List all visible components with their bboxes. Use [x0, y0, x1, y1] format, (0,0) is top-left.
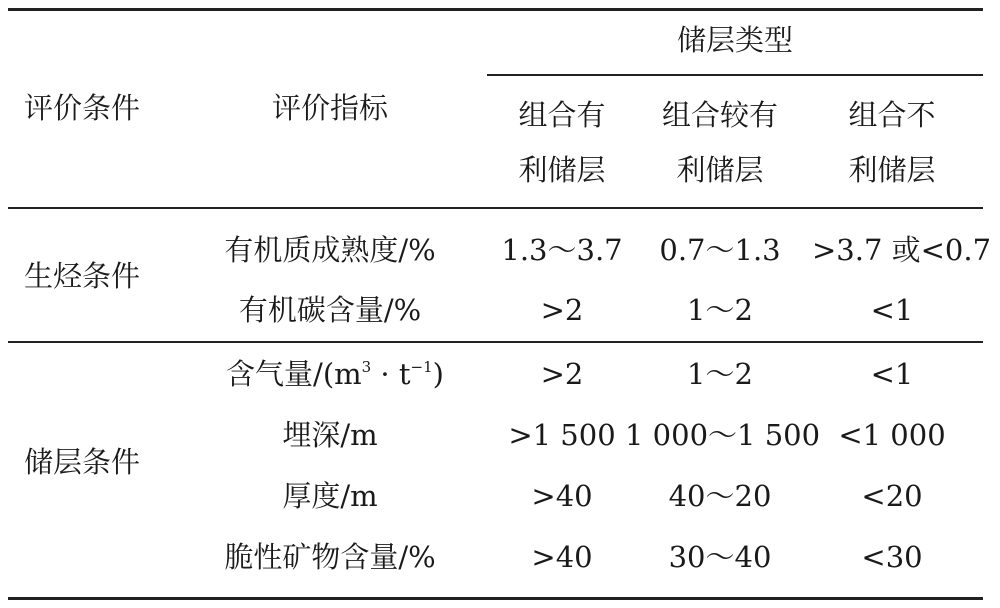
- value-cell: 40～20: [668, 479, 772, 513]
- indicator-brittle-mineral: 脆性矿物含量/%: [224, 540, 436, 574]
- value-cell: 1～2: [687, 357, 753, 391]
- header-type-favorable-line2: 利储层: [518, 153, 606, 187]
- header-rule: [8, 207, 983, 209]
- value-cell: 30～40: [668, 540, 772, 574]
- value-cell: 1.3～3.7: [501, 233, 623, 267]
- value-cell: 1～2: [687, 293, 753, 327]
- condition-hydrocarbon-generation: 生烃条件: [24, 259, 141, 293]
- value-cell: >1 500: [508, 418, 616, 452]
- header-type-unfavorable-line1: 组合不: [848, 98, 936, 132]
- value-cell: >40: [531, 540, 593, 574]
- value-cell: 0.7～1.3: [659, 233, 781, 267]
- header-type-relatively-favorable-line1: 组合较有: [661, 98, 778, 132]
- group-divider-rule: [8, 341, 983, 343]
- header-evaluation-indicator: 评价指标: [271, 91, 388, 125]
- header-type-relatively-favorable-line2: 利储层: [676, 153, 764, 187]
- header-type-unfavorable-line2: 利储层: [848, 153, 936, 187]
- top-rule: [8, 8, 983, 11]
- indicator-gas-content: 含气量$/(m^3 \cdot t^{-1})$: [226, 357, 444, 391]
- indicator-thickness: 厚度/m: [282, 479, 378, 513]
- value-cell: 1 000～1 500: [625, 418, 821, 452]
- value-cell: <20: [861, 479, 923, 513]
- indicator-organic-carbon: 有机碳含量/%: [238, 293, 422, 327]
- group-underline: [487, 74, 983, 76]
- value-cell: >40: [531, 479, 593, 513]
- value-cell: <1: [870, 293, 914, 327]
- value-cell: <1 000: [838, 418, 946, 452]
- indicator-organic-maturity: 有机质成熟度/%: [224, 233, 436, 267]
- indicator-burial-depth: 埋深/m: [282, 418, 378, 452]
- value-cell: <30: [861, 540, 923, 574]
- bottom-rule: [8, 597, 983, 600]
- header-type-favorable-line1: 组合有: [518, 98, 606, 132]
- value-cell: >2: [540, 293, 584, 327]
- condition-reservoir: 储层条件: [24, 445, 141, 479]
- value-cell: <1: [870, 357, 914, 391]
- header-evaluation-condition: 评价条件: [24, 91, 141, 125]
- value-cell: >3.7 或<0.7: [812, 233, 992, 267]
- value-cell: >2: [540, 357, 584, 391]
- header-reservoir-type: 储层类型: [676, 23, 793, 57]
